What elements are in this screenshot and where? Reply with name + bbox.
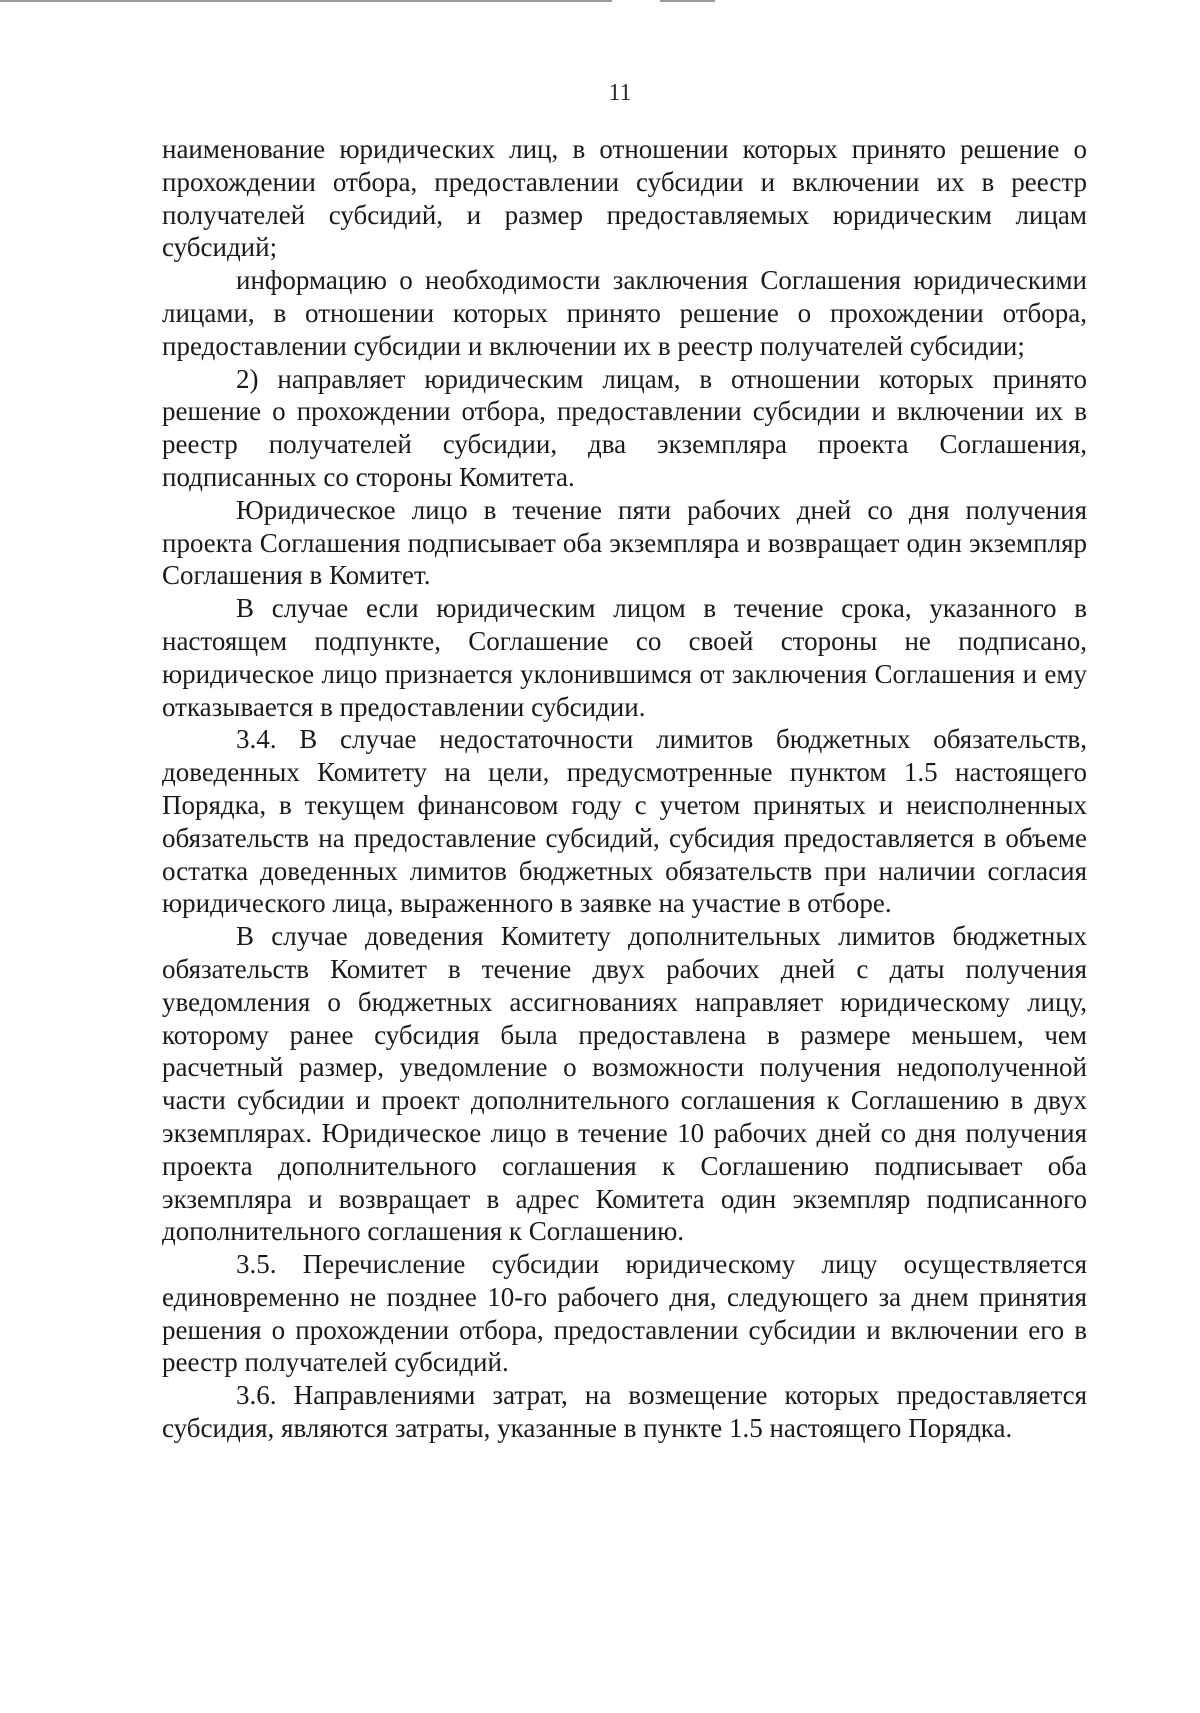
paragraph: 3.6. Направлениями затрат, на возмещение которых предоставляется субсидия, являются затраты, указанные в пункте 1.5 настоящего Порядка.	[162, 1380, 1087, 1444]
scan-edge-line	[660, 0, 715, 2]
page-number: 11	[608, 80, 632, 106]
scan-edge-line	[0, 0, 612, 2]
paragraph: 3.5. Перечисление субсидии юридическому лицу осуществляется единовременно не позднее 10-го рабочего дня, следующего за днем принятия решения о прохождении отбора, предоставлении субсидии и включении его в реестр получателей субсидий.	[162, 1249, 1087, 1378]
paragraph: В случае если юридическим лицом в течение срока, указанного в настоящем подпункте, Соглашение со своей стороны не подписано, юридическое лицо признается уклонившимся от заключения Соглашения и ему отказывается в предоставлении субсидии.	[162, 593, 1087, 722]
document-body	[162, 133, 1087, 1445]
paragraph: 2) направляет юридическим лицам, в отношении которых принято решение о прохождении отбора, предоставлении субсидии и включении их в реестр получателей субсидии, два экземпляра проекта Соглашения, подписанных со стороны Комитета.	[162, 363, 1087, 492]
paragraph: информацию о необходимости заключения Соглашения юридическими лицами, в отношении которых принято решение о прохождении отбора, предоставлении субсидии и включении их в реестр получателей субсидии;	[162, 265, 1087, 361]
paragraph: В случае доведения Комитету дополнительных лимитов бюджетных обязательств Комитет в течение двух рабочих дней с даты получения уведомления о бюджетных ассигнованиях направляет юридическому лицу, которому ранее субсидия была предоставлена в размере меньшем, чем расчетный размер, уведомление о возможности получения недополученной части субсидии и проект дополнительного соглашения к Соглашению в двух экземплярах. Юридическое лицо в течение 10 рабочих дней со дня получения проекта дополнительного соглашения к Соглашению подписывает оба экземпляра и возвращает в адрес Комитета один экземпляр подписанного дополнительного соглашения к Соглашению.	[162, 921, 1087, 1247]
paragraph: Юридическое лицо в течение пяти рабочих дней со дня получения проекта Соглашения подписывает оба экземпляра и возвращает один экземпляр Соглашения в Комитет.	[162, 494, 1087, 591]
paragraph: 3.4. В случае недостаточности лимитов бюджетных обязательств, доведенных Комитету на цели, предусмотренные пунктом 1.5 настоящего Порядка, в текущем финансовом году с учетом принятых и неисполненных обязательств на предоставление субсидий, субсидия предоставляется в объеме остатка доведенных лимитов бюджетных обязательств при наличии согласия юридического лица, выраженного в заявке на участие в отборе.	[162, 724, 1087, 919]
paragraph: наименование юридических лиц, в отношении которых принято решение о прохождении отбора, предоставлении субсидии и включении их в реестр получателей субсидий, и размер предоставляемых юридическим лицам субсидий;	[162, 134, 1087, 263]
